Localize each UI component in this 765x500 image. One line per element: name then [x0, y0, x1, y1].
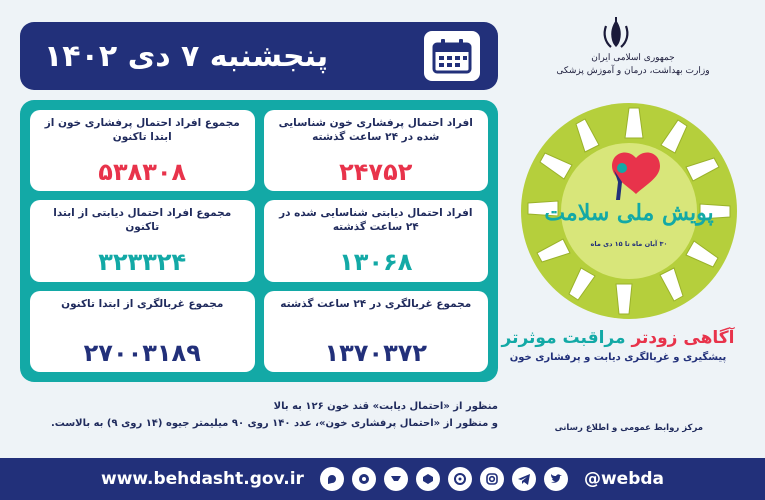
stat-value: ۵۳۸۳۰۸ [98, 157, 187, 186]
note-line-1: منظور از «احتمال دیابت» قند خون ۱۲۶ به بالا [273, 401, 498, 412]
aparat-icon[interactable] [448, 467, 472, 491]
public-relations-note: مرکز روابط عمومی و اطلاع رسانی [554, 423, 703, 433]
stat-value: ۱۳۰۶۸ [339, 248, 413, 277]
gov-line-1: جمهوری اسلامی ایران [591, 53, 675, 63]
slogan-part-1: آگاهی زودتر [631, 328, 735, 348]
stat-label: افراد احتمال دیابتی شناسایی شده در ۲۴ ساعت گذشته [279, 207, 473, 233]
stat-label: مجموع غربالگری در ۲۴ ساعت گذشته [280, 297, 472, 310]
website-link[interactable]: www.behdasht.gov.ir [101, 469, 304, 489]
date-banner [20, 22, 498, 90]
stat-value: ۱۳۷۰۳۷۲ [324, 338, 428, 367]
campaign-title: پویش ملی سلامت [544, 200, 714, 226]
instagram-icon[interactable] [480, 467, 504, 491]
stat-card-screening-24h [264, 291, 489, 372]
slogan-part-2: مراقبت موثرتر [501, 328, 626, 348]
social-handle[interactable]: @webda [583, 469, 664, 489]
stat-label: مجموع افراد احتمال دیابتی از ابتدا تاکنون [53, 207, 232, 233]
stat-card-diabetes-total [30, 200, 255, 281]
slogan-main [493, 328, 743, 348]
date-text: پنجشنبه ۷ دی ۱۴۰۲ [44, 38, 329, 74]
stat-value: ۳۲۳۳۲۴ [98, 248, 187, 277]
note-line-2: و منظور از «احتمال پرفشاری خون»، عدد ۱۴۰ روی ۹۰ میلیمتر جیوه (۱۴ روی ۹) به بالاست. [50, 418, 498, 429]
stat-value: ۲۷۰۰۳۱۸۹ [83, 338, 201, 367]
twitter-icon[interactable] [544, 467, 568, 491]
soroush-icon[interactable] [384, 467, 408, 491]
stats-panel [20, 100, 498, 382]
definition-notes [20, 398, 498, 432]
stat-card-screening-total [30, 291, 255, 372]
eitaa-icon[interactable] [320, 467, 344, 491]
bale-icon[interactable] [352, 467, 376, 491]
stat-label: افراد احتمال پرفشاری خون شناسایی شده در ۲۴ ساعت گذشته [278, 117, 473, 143]
stat-value: ۲۴۷۵۲ [339, 157, 413, 186]
slogan-sub: پیشگیری و غربالگری دیابت و پرفشاری خون [509, 352, 727, 363]
footer-bar [0, 458, 765, 500]
campaign-dates: ۳۰ آبان ماه تا ۱۵ دی ماه [590, 240, 668, 248]
stat-card-hypertension-24h [264, 110, 489, 191]
campaign-logo [518, 100, 740, 322]
stat-label: مجموع افراد احتمال پرفشاری خون از ابتدا تاکنون [44, 117, 240, 143]
gov-line-2: وزارت بهداشت، درمان و آموزش پزشکی [556, 66, 710, 77]
stat-card-hypertension-total [30, 110, 255, 191]
ministry-title [523, 52, 743, 78]
rubika-icon[interactable] [416, 467, 440, 491]
calendar-icon [424, 31, 480, 81]
telegram-icon[interactable] [512, 467, 536, 491]
iran-emblem-icon [598, 16, 634, 52]
slogan [493, 328, 743, 363]
stat-label: مجموع غربالگری از ابتدا تاکنون [61, 297, 224, 310]
stats-grid [30, 110, 488, 372]
stat-card-diabetes-24h [264, 200, 489, 281]
